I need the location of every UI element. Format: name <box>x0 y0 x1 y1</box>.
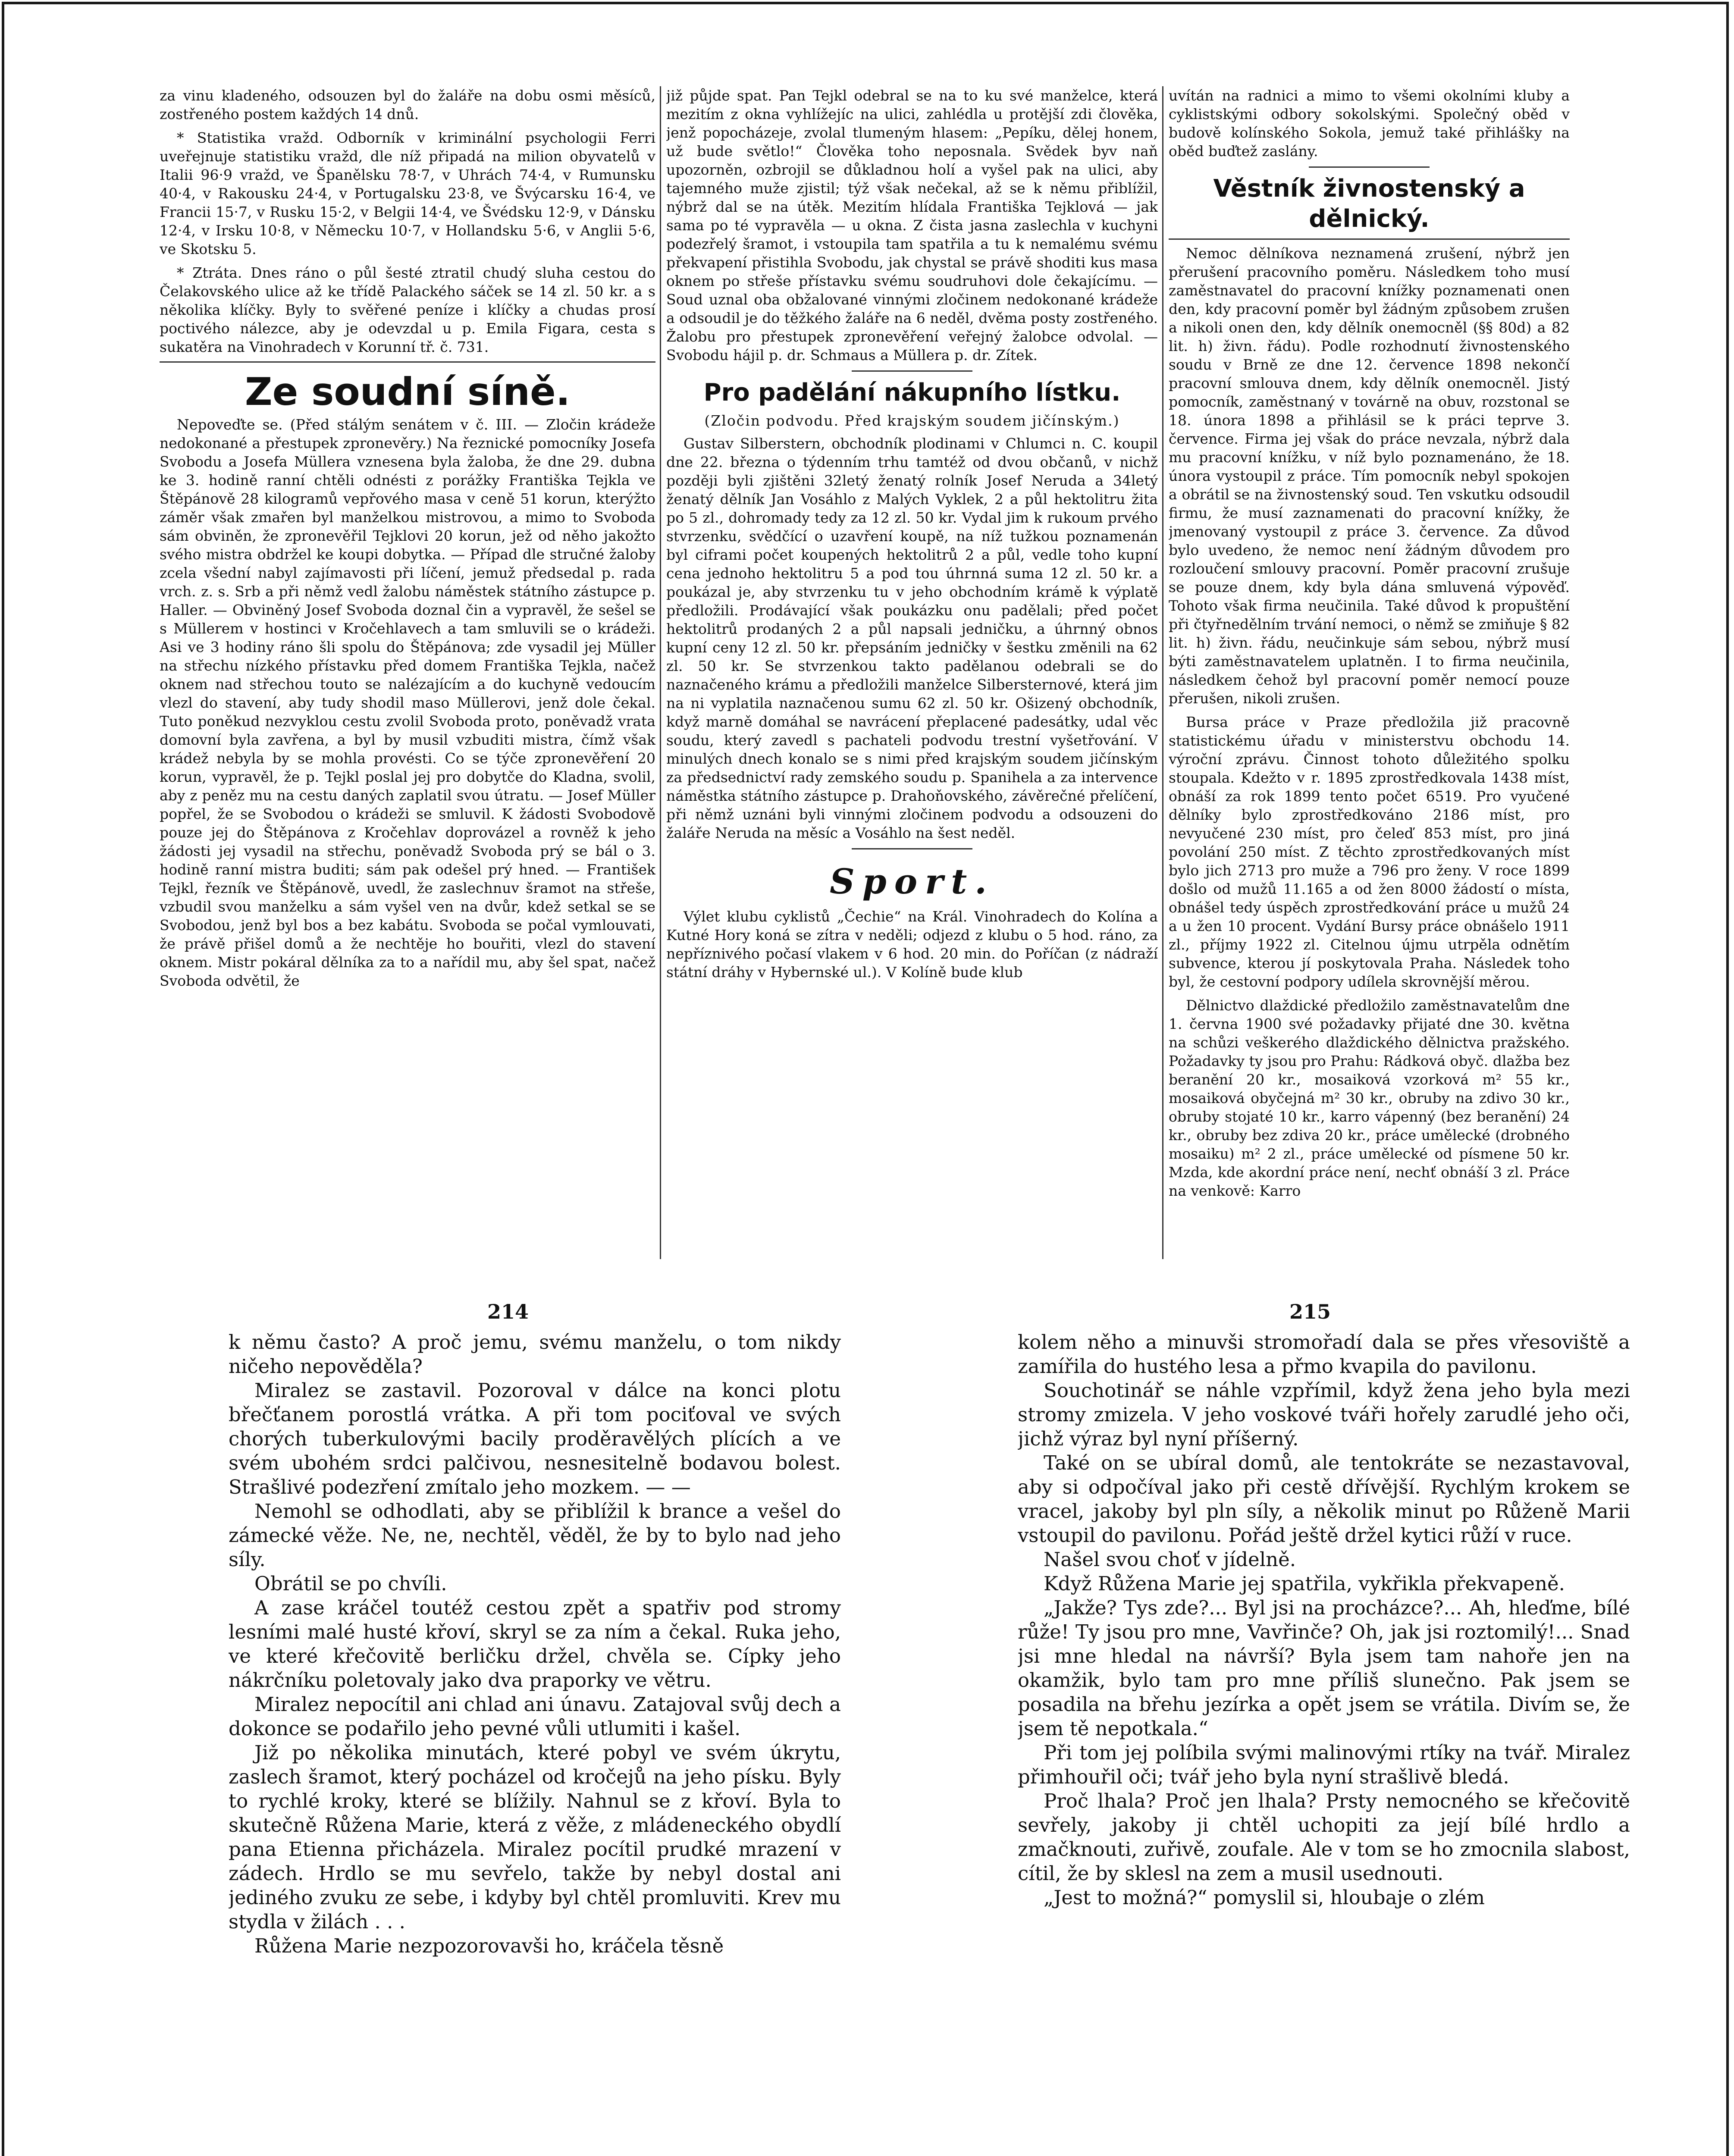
news-paragraph: Nemoc dělníkova neznamená zrušení, nýbrž jen přerušení pracovního poměru. Následkem toho musí zaměstnavatel do pracovní knížky poznamenati onen den, kdy pracovní poměr byl žádným způsobem zrušen a nikoli onen den, kdy dělník onemocněl (§§ 80d) a 82 lit. h) živn. řádu). Podle rozhodnutí živnostenského soudu v Brně ze dne 12. července 1898 nekončí pracovní smlouva dnem, kdy dělník onemocněl. Jistý pomocník, zaměstnaný v továrně na obuv, rozstonal se 18. února 1898 a přihlásil se k práci teprve 3. července. Firma jej však do práce nevzala, nýbrž dala mu pracovní knížku, v níž bylo poznamenáno, že 18. února vystoupil z práce. Tím pomocník nebyl spokojen a obrátil se na živnostenský soud. Ten vskutku odsoudil firmu, že musí zaznamenati do pracovní knížky, že jmenovaný vystoupil z práce 3. července. Za důvod bylo uvedeno, že nemoc není žádným důvodem pro rozloučení smlouvy pracovní. Poměr pracovní zrušuje se pouze dnem, kdy byla dána smluvená výpověď. Tohoto však firma neučinila. Také důvod k propuštění při čtyřnedělním trvání nemoci, o němž se zmiňuje § 82 lit. h) živn. řádu, neučinkuje sám sebou, nýbrž musí býti zaměstnavatelem uplatněn. I to firma neučinila, následkem čehož byl pracovní poměr nemocí pouze přerušen, nikoli zrušen. <box>1169 245 1570 707</box>
book-paragraph: kolem něho a minuvši stromořadí dala se přes vřesoviště a zamířila do hustého lesa a přmo kvapila do pavilonu. <box>1018 1331 1630 1378</box>
section-heading-sport: Sport. <box>829 861 995 902</box>
news-paragraph: Výlet klubu cyklistů „Čechie“ na Král. Vinohradech do Kolína a Kutné Hory koná se zítra v neděli; odjezd z klubu o 5 hod. ráno, za nepříznivého počasí vlakem v 6 hod. 20 min. do Poříčan (z nádraží státní dráhy v Hybernské ul.). V Kolíně bude klub <box>666 908 1158 981</box>
book-paragraph: „Jakže? Tys zde?... Byl jsi na procházce?... Ah, hleďme, bílé růže! Ty jsou pro mne, Vavřinče? Oh, jak jsi roztomilý!... Snad jsi mne hledal na návrší? Byla jsem tam nahoře jen na okamžik, bylo tam pro mne příliš slunečno. Pak jsem se posadila na břehu jezírka a opět jsem se vrátila. Divím se, že jsem tě nepotkala.“ <box>1018 1596 1630 1740</box>
short-divider <box>852 848 972 849</box>
section-divider <box>160 361 655 363</box>
book-page-right <box>1018 1330 1630 2150</box>
news-paragraph: * Ztráta. Dnes ráno o půl šesté ztratil chudý sluha cestou do Čelakovského ulice až ke třídě Palackého sáček se 14 zl. 50 kr. a s několika klíčky. Byly to svěřené peníze i klíčky a chudas prosí poctivého nálezce, aby je odevzdal u p. Emila Figara, cesta s sukatěra na Vinohradech v Korunní tř. č. 731. <box>160 264 655 355</box>
book-paragraph: Již po několika minutách, které pobyl ve svém úkrytu, zaslech šramot, který pocházel od kročejů na jeho písku. Byly to rychlé kroky, které se blížily. Nahnul se z křoví. Byla to skutečně Růžena Marie, která z věže, z mládeneckého obydlí pana Etienna přicházela. Miralez pocítil prudké mrazení v zádech. Hrdlo se mu sevřelo, takže by nebyl dostal ani jediného zvuku ze sebe, i kdyby byl chtěl promluviti. Krev mu stydla v žilách . . . <box>229 1741 841 1933</box>
section-subheading: (Zločin podvodu. Před krajským soudem jičínským.) <box>704 412 1120 429</box>
section-heading-court: Ze soudní síně. <box>245 370 571 414</box>
book-paragraph: „Jest to možná?“ pomyslil si, hloubaje o zlém <box>1044 1886 1485 1909</box>
book-paragraph: Také on se ubíral domů, ale tentokráte se nezastavoval, aby si odpočíval jako při cestě dřívější. Rychlým krokem se vracel, jakoby byl pln síly, a několik minut po Růženě Marii vstoupil do pavilonu. Pořád ještě držel kytici růží v ruce. <box>1018 1451 1630 1547</box>
book-paragraph: Miralez nepocítil ani chlad ani únavu. Zatajoval svůj dech a dokonce se podařilo jeho pevné vůli utlumiti i kašel. <box>229 1693 841 1740</box>
news-paragraph: Nepoveďte se. (Před stálým senátem v č. III. — Zločin krádeže nedokonané a přestupek zpronevěry.) Na řeznické pomocníky Josefa Svobodu a Josefa Müllera vznesena byla žaloba, že dne 29. dubna ke 3. hodině ranní chtěli odnésti z porážky Františka Tejkla ve Štěpánově 28 kilogramů vepřového masa v ceně 51 korun, kterýžto záměr však zmařen byl manželkou mistrovou, a mimo to Svoboda sám obviněn, že zpronevěřil Tejklovi 20 korun, jež od něho jakožto svého mistra obdržel ke koupi dobytka. — Případ dle stručné žaloby zcela všední nabyl zajímavosti při líčení, jemuž předsedal p. rada vrch. z. s. Srb a při němž vedl žalobu náměstek státního zástupce p. Haller. — Obviněný Josef Svoboda doznal čin a vypravěl, že sešel se s Müllerem v hostinci v Kročehlavech a tam smluvili se o krádeži. Asi ve 3 hodiny ráno šli spolu do Štěpánova; zde vysadil jej Müller na střechu nízkého přístavku před domem Františka Tejkla, načež oknem nad střechou touto se nalézajícím a do kuchyně vedoucím vlezl do stavení, aby tudy shodil maso Müllerovi, jenž dole čekal. Tuto poněkud nezvyklou cestu zvolil Svoboda proto, poněvadž vrata domovní byla zavřena, a byl by musil vzbuditi mistra, čímž však krádež nebyla by se mohla provésti. Co se týče zpronevěření 20 korun, vypravěl, že p. Tejkl poslal jej pro dobytče do Kladna, svolil, aby z peněz mu na cestu daných zaplatil svou útratu. — Josef Müller popřel, že se Svobodou o krádeži se smluvil. K žádosti Svobodově pouze jej do Štěpánova z Kročehlav doprovázel a rovněž k jeho žádosti jej vysadil na střechu, poněvadž Svoboda prý se bál o 3. hodině ranní mistra buditi; sám pak odešel prý hned. — František Tejkl, řezník ve Štěpánově, uvedl, že zaslechnuv šramot na střeše, vzbudil svou manželku a sám vyšel ven na dvůr, kdež setkal se se Svobodou, jenž byl bos a bez kabátu. Svoboda se počal vymlouvati, že právě přišel domů a že nechtěje ho bouřiti, vlezl do stavení oknem. Mistr pokáral dělníka za to a nařídil mu, aby šel spat, načež Svoboda odvětil, že <box>160 416 655 989</box>
section-heading-fraud: Pro padělání nákupního lístku. <box>703 379 1121 407</box>
short-divider <box>1309 166 1430 168</box>
news-paragraph: Bursa práce v Praze předložila již pracovně statistickému úřadu v ministerstvu obchodu 14. výroční zprávu. Činnost tohoto důležitého spolku stoupala. Kdežto v r. 1895 zprostředkovala 1438 míst, obnáší za rok 1899 tento počet 6519. Pro vyučené dělníky bylo zprostředkováno 2186 míst, pro nevyučené 230 míst, pro čeleď 853 míst, pro jiná povolání 250 míst. Z těchto zprostředkovaných míst bylo jich 2713 pro muže a 796 pro ženy. V roce 1899 došlo od mužů 11.165 a od žen 8000 žádostí o místa, obnášel tedy úspěch zprostředkování práce u mužů 24 a u žen 10 procent. Vydání Bursy práce obnášelo 1911 zl., příjmy 1922 zl. Citelnou újmu utrpěla odnětím subvence, kterou jí poskytovala Praha. Následek toho byl, že cestovní podpory udílela skrovnější měrou. <box>1169 714 1570 990</box>
book-paragraph: Nemohl se odhodlati, aby se přiblížil k brance a vešel do zámecké věže. Ne, ne, nechtěl, věděl, že by to bylo nad jeho síly. <box>229 1500 841 1571</box>
news-paragraph: za vinu kladeného, odsouzen byl do žaláře na dobu osmi měsíců, zostřeného postem každých 14 dnů. <box>160 87 655 122</box>
page-number-left: 214 <box>487 1300 529 1323</box>
book-paragraph: Proč lhala? Proč jen lhala? Prsty nemocného se křečovitě sevřely, jakoby ji chtěl uchopiti za její bílé hrdlo a zmačknouti, zuřivě, zoufale. Ale v tom se ho zmocnila slabost, cítil, že by sklesl na zem a musil usednouti. <box>1018 1789 1630 1885</box>
book-paragraph: Našel svou choť v jídelně. <box>1044 1548 1296 1571</box>
book-page-left <box>229 1330 841 2115</box>
newspaper-column-3 <box>1169 86 1570 1259</box>
news-paragraph: Gustav Silberstern, obchodník plodinami v Chlumci n. C. koupil dne 22. března o týdenním trhu tamtéž od dvou občanů, v nichž později byli zjištěni 32letý ženatý rolník Josef Neruda a 34letý ženatý dělník Jan Vosáhlo z Malých Vyklek, 2 a půl hektolitru žita po 5 zl., dohromady tedy za 12 zl. 50 kr. Vydal jim k rukoum prvého stvrzenku, svědčící o uzavření koupě, na níž tužkou poznamenán byl ciframi počet koupených hektolitrů 2 a půl, vedle toho kupní cena jednoho hektolitru 5 a pod tou úhrnná suma 12 zl. 50 kr. a poukázal je, aby stvrzenku tu v jeho obchodním krámě k výplatě předložili. Prodávající však poukázku onu padělali; před počet hektolitrů prodaných 2 a půl napsali jedničku, a úhrnný obnos kupní ceny 12 zl. 50 kr. přepsáním jedničky v šestku změnili na 62 zl. 50 kr. Se stvrzenkou takto padělanou odebrali se do naznačeného krámu a předložili manželce Silbersternové, která jim na ni vyplatila naznačenou sumu 62 zl. 50 kr. Ošizený obchodník, když marně domáhal se navrácení přeplacené padesátky, udal věc soudu, který zavedl s pachateli podvodu trestní vyšetřování. V minulých dnech konalo se s nimi před krajským soudem jičínským za předsednictví rady zemského soudu p. Spanihela a za intervence náměstka státního zástupce p. Drahoňovského, závěrečné přelíčení, při němž uznáni byli vinnými zločinem podvodu a odsouzeni do žaláře Neruda na měsíc a Vosáhlo na šest neděl. <box>666 435 1158 841</box>
newspaper-column-1 <box>160 86 655 1259</box>
book-paragraph: Při tom jej políbila svými malinovými rtíky na tvář. Miralez přimhouřil oči; tvář jeho byla nyní strašlivě bledá. <box>1018 1741 1630 1788</box>
book-paragraph: Když Růžena Marie jej spatřila, vykřikla překvapeně. <box>1044 1572 1565 1595</box>
news-paragraph: Dělnictvo dlaždické předložilo zaměstnavatelům dne 1. června 1900 své požadavky přijaté dne 30. května na schůzi veškerého dlaždického dělnictva pražského. Požadavky ty jsou pro Prahu: Rádková obyč. dlažba bez beranění 20 kr., mosaiková vzorková m² 55 kr., mosaiková obyčejná m² 30 kr., obruby na zdivo 30 kr., obruby stojaté 10 kr., karro vápenný (bez beranění) 24 kr., obruby bez zdiva 20 kr., práce umělecké (drobného mosaiku) m² 2 zl., práce umělecké od písmene 50 kr. Mzda, kde akordní práce není, nechť obnáší 3 zl. Práce na venkově: Karro <box>1169 997 1570 1199</box>
section-heading-trade: Věstník živnostenský a dělnický. <box>1213 175 1525 233</box>
book-paragraph: Miralez se zastavil. Pozoroval v dálce na konci plotu břečťanem porostlá vrátka. A při tom pociťoval ve svých chorých tuberkulovými bacily proděravělých plících a ve svém ubohém srdci palčivou, nesnesitelně bodavou bolest. Strašlivé podezření zmítalo jeho mozkem. — — <box>229 1379 841 1498</box>
newspaper-column-2 <box>666 86 1158 1259</box>
book-paragraph: Růžena Marie nezpozorovavši ho, kráčela těsně <box>254 1934 724 1957</box>
page-number-right: 215 <box>1289 1300 1331 1323</box>
short-divider <box>852 370 972 372</box>
news-paragraph: * Statistika vražd. Odborník v kriminální psychologii Ferri uveřejnuje statistiku vražd, dle níž připadá na milion obyvatelů v Italii 96·9 vražd, ve Španělsku 78·7, v Uhrách 74·4, v Rumunsku 40·4, v Rakousku 24·4, v Portugalsku 23·8, ve Švýcarsku 16·4, ve Francii 15·7, v Rusku 15·2, v Belgii 14·4, ve Švédsku 12·9, v Dánsku 12·4, v Irsku 10·8, v Německu 10·7, v Hollandsku 5·6, v Anglii 5·6, ve Skotsku 5. <box>160 129 655 257</box>
column-rule <box>660 86 661 1259</box>
book-paragraph: Obrátil se po chvíli. <box>254 1572 447 1595</box>
book-paragraph: Souchotinář se náhle vzpřímil, když žena jeho byla mezi stromy zmizela. V jeho voskové tváři hořely zarudlé jeho oči, jichž výraz byl nyní příšerný. <box>1018 1379 1630 1450</box>
news-paragraph: uvítán na radnici a mimo to všemi okolními kluby a cyklistskými odbory sokolskými. Společný oběd v budově kolínského Sokola, jemuž také přihlášky na oběd buďtež zaslány. <box>1169 87 1570 160</box>
news-paragraph: již půjde spat. Pan Tejkl odebral se na to ku své manželce, která mezitím z okna vyhlížejíc na ulici, zahlédla u protější zdi člověka, jenž popocházeje, zvolal tlumeným hlasem: „Pepíku, dělej honem, už bude světlo!“ Člověka toho neposnala. Svědek byv naň upozorněn, ozbrojil se důkladnou holí a vyšel pak na ulici, aby tajemného muže zjistil; týž však nečekal, až se k němu přiblížil, nýbrž dal se na útěk. Mezitím hlídala Františka Tejklová — jak sama po té vypravěla — u okna. Z čista jasna zaslechla v kuchyni podezřelý šramot, i vstoupila tam spatřila a tu k nemalému svému překvapení přistihla Svobodu, jak chystal se právě shoditi kus masa oknem po střeše přístavku svému soudruhovi dole čekajícímu. — Soud uznal oba obžalované vinnými zločinem nedokonané krádeže a odsoudil je do těžkého žaláře na 6 neděl, dvěma posty zostřeného. Žalobu pro přestupek zpronevěření veřejný žalobce odvolal. — Svobodu hájil p. dr. Schmaus a Müllera p. dr. Zítek. <box>666 87 1158 364</box>
book-paragraph: k němu často? A proč jemu, svému manželu, o tom nikdy ničeho nepověděla? <box>229 1331 841 1378</box>
book-paragraph: A zase kráčel toutéž cestou zpět a spatřiv pod stromy lesními malé husté křoví, skryl se za ním a čekal. Ruka jeho, ve které křečovitě berličku držel, chvěla se. Cípky jeho nákrčníku poletovaly jako dva praporky ve větru. <box>229 1596 841 1692</box>
column-rule <box>1162 86 1163 1259</box>
section-divider <box>1169 238 1570 240</box>
newspaper-clipping <box>160 86 1570 1259</box>
